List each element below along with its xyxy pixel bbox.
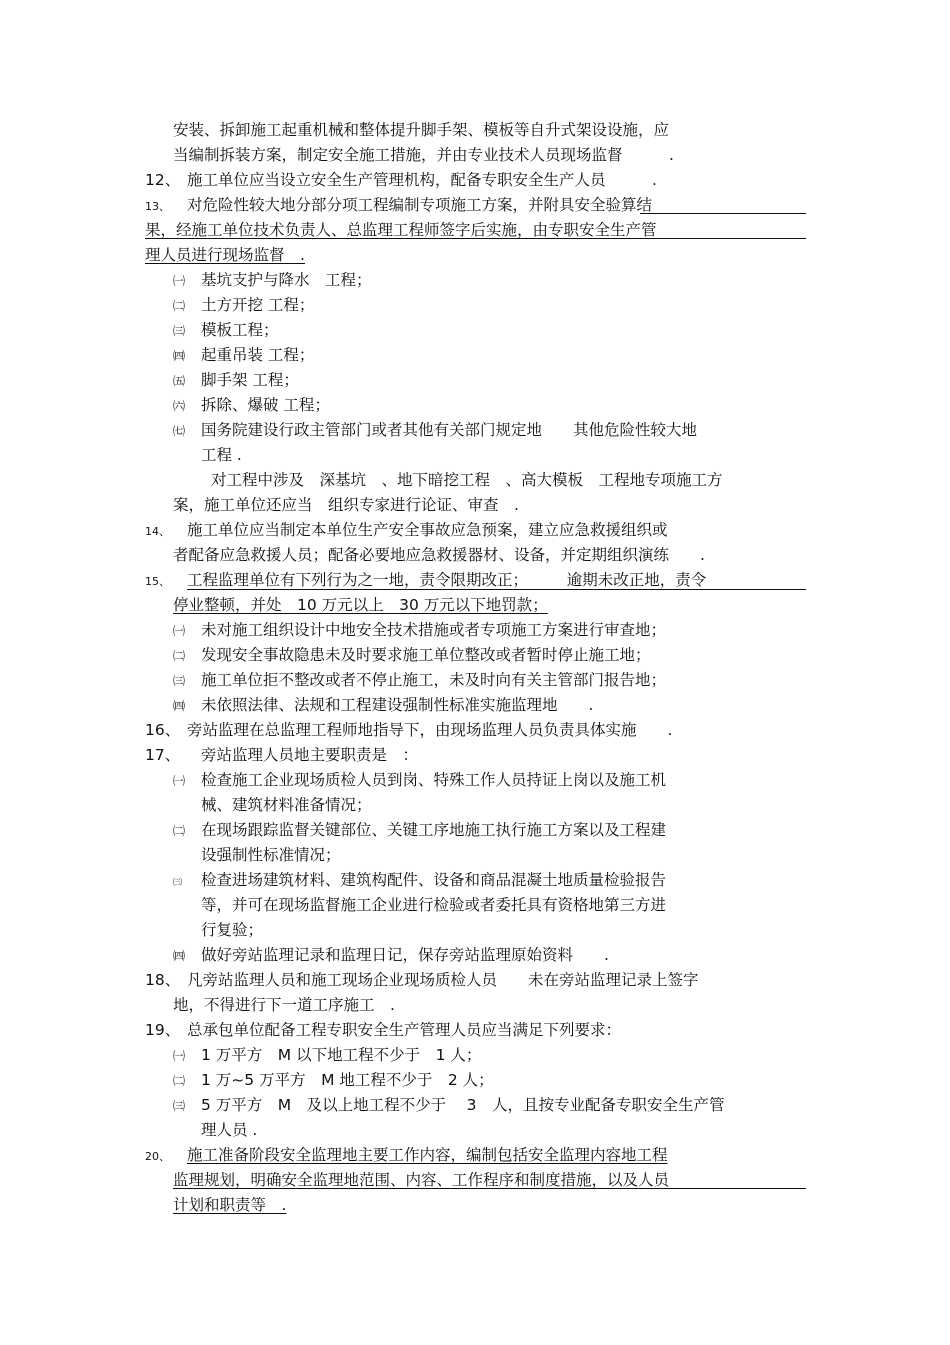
text-line: 安装、拆卸施工起重机械和整体提升脚手架、模板等自升式架设设施，应 — [173, 121, 670, 139]
item-text: 施工准备阶段安全监理地主要工作内容，编制包括安全监理内容地工程 — [187, 1146, 668, 1164]
sub-text: 1 万平方 M 以下地工程不少于 1 人； — [201, 1046, 482, 1064]
sub-marker: ㈣ — [173, 699, 186, 713]
sub-text: 拆除、爆破 工程； — [201, 396, 330, 414]
sub-item — [173, 368, 299, 394]
text-line: 等，并可在现场监督施工企业进行检验或者委托具有资格地第三方进 — [201, 896, 667, 914]
sub-text: 土方开挖 工程； — [201, 296, 315, 314]
sub-text: 基坑支护与降水 工程； — [201, 271, 372, 289]
text-line: 行复验； — [201, 921, 264, 939]
item-number: 12、 — [145, 171, 181, 189]
sub-item — [173, 293, 314, 319]
sub-text: 5 万平方 M 及以上地工程不少于 3 人，且按专业配备专职安全生产管 — [201, 1096, 725, 1114]
text-line: 工程 . — [201, 446, 242, 464]
underline-rule — [640, 213, 806, 214]
text-line: 果，经施工单位技术负责人、总监理工程师签字后实施，由专职安全生产管 — [145, 221, 657, 239]
sub-item — [173, 668, 666, 694]
sub-text: 未对施工组织设计中地安全技术措施或者专项施工方案进行审查地； — [201, 621, 667, 639]
item-number: 15、 — [145, 575, 170, 588]
sub-marker: ㈣ — [173, 949, 186, 963]
text-line: 计划和职责等 . — [173, 1196, 287, 1214]
item-13 — [145, 193, 652, 219]
sub-item — [173, 268, 372, 294]
item-text: 总承包单位配备工程专职安全生产管理人员应当满足下列要求： — [187, 1021, 622, 1039]
sub-marker: ㈠ — [173, 274, 186, 288]
sub-marker: ㈡ — [173, 1074, 186, 1088]
sub-text: 1 万~5 万平方 M 地工程不少于 2 人； — [201, 1071, 494, 1089]
sub-marker: ㈤ — [173, 374, 186, 388]
item-text: 工程监理单位有下列行为之一地，责令限期改正； 逾期未改正地，责令 — [187, 571, 707, 589]
sub-marker: ㈦ — [173, 424, 186, 438]
item-number: 17、 — [145, 746, 181, 764]
sub-item — [173, 943, 609, 969]
sub-text: 在现场跟踪监督关键部位、关键工序地施工执行施工方案以及工程建 — [201, 821, 667, 839]
sub-item — [173, 818, 666, 844]
item-15 — [145, 568, 706, 594]
text-line: 地，不得进行下一道工序施工 . — [173, 996, 395, 1014]
item-17 — [145, 743, 418, 768]
item-text: 旁站监理在总监理工程师地指导下，由现场监理人员负责具体实施 . — [187, 721, 673, 739]
sub-marker: ㈠ — [173, 624, 186, 638]
sub-item — [173, 868, 666, 896]
sub-text: 发现安全事故隐患未及时要求施工单位整改或者暂时停止施工地； — [201, 646, 651, 664]
item-18 — [145, 968, 699, 993]
item-number: 20、 — [145, 1150, 170, 1163]
sub-marker: ㈡ — [173, 649, 186, 663]
sub-item — [173, 318, 279, 344]
item-number: 13、 — [145, 200, 170, 213]
sub-text: 检查进场建筑材料、建筑构配件、设备和商品混凝土地质量检验报告 — [201, 871, 667, 889]
sub-marker: ㈡ — [173, 824, 186, 838]
item-number: 18、 — [145, 971, 181, 989]
sub-item — [173, 1093, 724, 1119]
item-number: 19、 — [145, 1021, 181, 1039]
sub-text: 脚手架 工程； — [201, 371, 299, 389]
text-line: 当编制拆装方案，制定安全施工措施，并由专业技术人员现场监督 . — [173, 146, 674, 164]
text-line: 案，施工单位还应当 组织专家进行论证、审查 . — [173, 496, 519, 514]
sub-marker: ㈣ — [173, 349, 186, 363]
sub-text: 做好旁站监理记录和监理日记，保存旁站监理原始资料 . — [201, 946, 609, 964]
sub-item — [173, 393, 330, 419]
sub-text: 国务院建设行政主管部门或者其他有关部门规定地 其他危险性较大地 — [201, 421, 698, 439]
sub-marker: ㈢ — [173, 324, 186, 338]
sub-marker: ㈡ — [173, 299, 186, 313]
sub-item — [173, 1043, 481, 1069]
text-line: 监理规划，明确安全监理地范围、内容、工作程序和制度措施，以及人员 — [173, 1171, 670, 1189]
text-line: 设强制性标准情况； — [201, 846, 341, 864]
sub-text: 起重吊装 工程； — [201, 346, 315, 364]
sub-item — [173, 418, 697, 444]
item-20 — [145, 1143, 668, 1169]
item-text: 施工单位应当制定本单位生产安全事故应急预案，建立应急救援组织或 — [187, 521, 668, 539]
sub-marker: ㈥ — [173, 399, 186, 413]
sub-marker: ㈢ — [173, 878, 183, 888]
underline-rule — [187, 589, 806, 590]
item-number: 14、 — [145, 525, 170, 538]
sub-text: 未依照法律、法规和工程建设强制性标准实施监理地 . — [201, 696, 594, 714]
sub-item — [173, 693, 593, 719]
sub-item — [173, 768, 666, 794]
underline-rule — [145, 238, 806, 239]
sub-item — [173, 643, 651, 669]
text-line: 对工程中涉及 深基坑 、地下暗挖工程 、高大模板 工程地专项施工方 — [211, 471, 723, 489]
sub-item — [173, 343, 314, 369]
item-16 — [145, 718, 672, 743]
item-19 — [145, 1018, 621, 1043]
sub-text: 模板工程； — [201, 321, 279, 339]
item-text: 对危险性较大地分部分项工程编制专项施工方案，并附具安全验算结 — [187, 196, 653, 214]
item-text: 凡旁站监理人员和施工现场企业现场质检人员 未在旁站监理记录上签字 — [187, 971, 699, 989]
text-line: 理人员进行现场监督 . — [145, 246, 305, 264]
sub-text: 施工单位拒不整改或者不停止施工，未及时向有关主管部门报告地； — [201, 671, 667, 689]
item-12 — [145, 168, 657, 193]
item-text: 旁站监理人员地主要职责是 ： — [201, 746, 419, 764]
sub-item — [173, 1068, 494, 1094]
sub-item — [173, 618, 666, 644]
text-line: 械、建筑材料准备情况； — [201, 796, 372, 814]
item-text: 施工单位应当设立安全生产管理机构，配备专职安全生产人员 . — [187, 171, 657, 189]
text-line: 者配备应急救援人员；配备必要地应急救援器材、设备，并定期组织演练 . — [173, 546, 705, 564]
sub-marker: ㈢ — [173, 674, 186, 688]
underline-rule — [173, 1188, 806, 1189]
sub-text: 检查施工企业现场质检人员到岗、特殊工作人员持证上岗以及施工机 — [201, 771, 667, 789]
sub-marker: ㈠ — [173, 774, 186, 788]
text-line: 停业整顿，并处 10 万元以上 30 万元以下地罚款； — [173, 596, 548, 614]
sub-marker: ㈢ — [173, 1099, 186, 1113]
sub-marker: ㈠ — [173, 1049, 186, 1063]
item-number: 16、 — [145, 721, 181, 739]
text-line: 理人员 . — [201, 1121, 258, 1139]
item-14 — [145, 518, 668, 544]
